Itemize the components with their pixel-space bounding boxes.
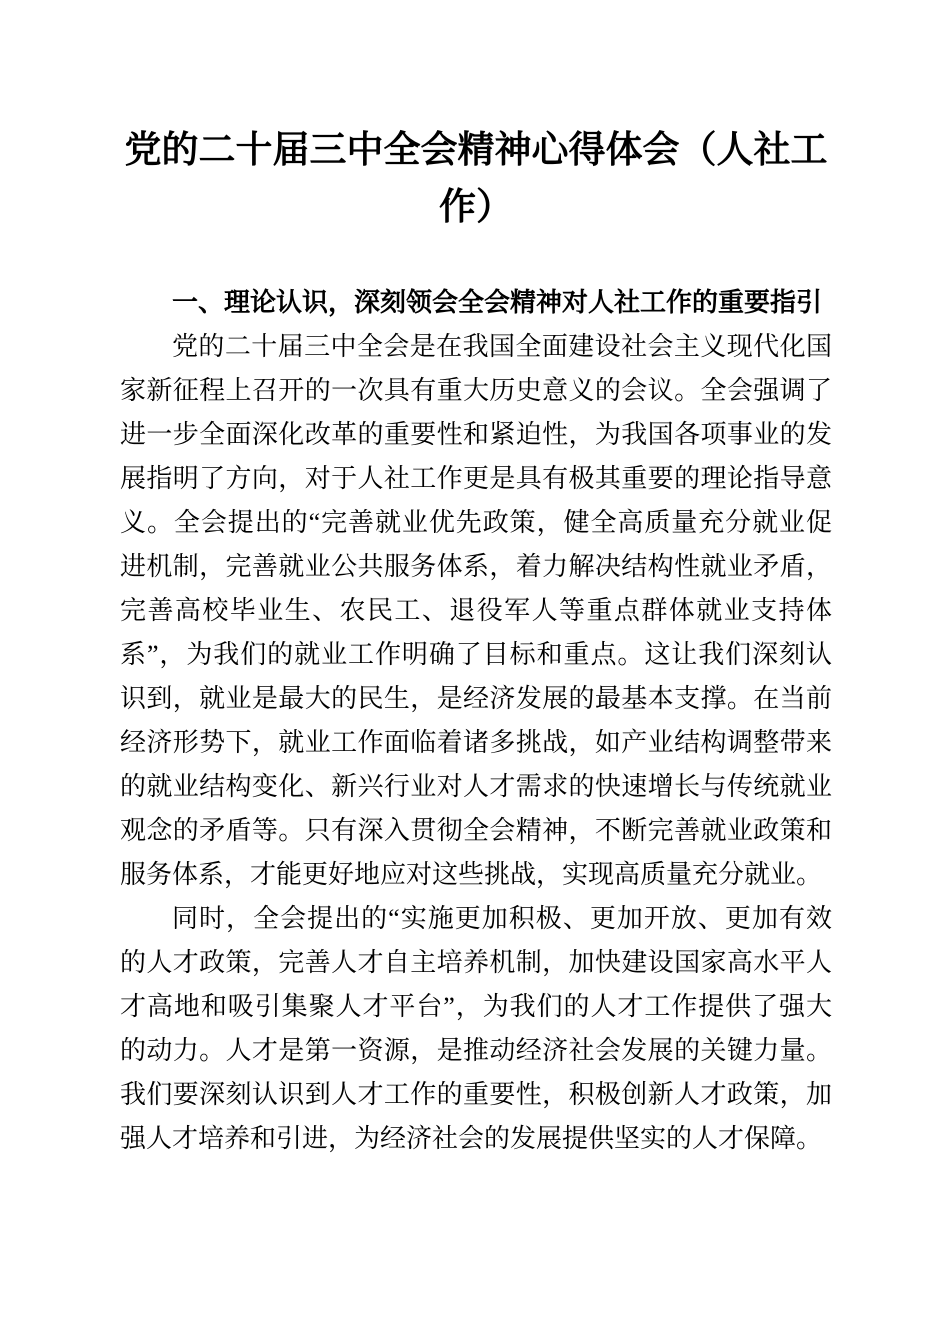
paragraph: 党的二十届三中全会是在我国全面建设社会主义现代化国家新征程上召开的一次具有重大历史意义的会议。全会强调了进一步全面深化改革的重要性和紧迫性，为我国各项事业的发展指明了方向，对于人社工作更是具有极其重要的理论指导意义。全会提出的“完善就业优先政策，健全高质量充分就业促进机制，完善就业公共服务体系，着力解决结构性就业矛盾，完善高校毕业生、农民工、退役军人等重点群体就业支持体系”，为我们的就业工作明确了目标和重点。这让我们深刻认识到，就业是最大的民生，是经济发展的最基本支撑。在当前经济形势下，就业工作面临着诸多挑战，如产业结构调整带来的就业结构变化、新兴行业对人才需求的快速增长与传统就业观念的矛盾等。只有深入贯彻全会精神，不断完善就业政策和服务体系，才能更好地应对这些挑战，实现高质量充分就业。 (120, 332, 832, 889)
document-title: 党的二十届三中全会精神心得体会（人社工作） (124, 130, 828, 228)
paragraph: 同时，全会提出的“实施更加积极、更加开放、更加有效的人才政策，完善人才自主培养机制，加快建设国家高水平人才高地和吸引集聚人才平台”，为我们的人才工作提供了强大的动力。人才是第一资源，是推动经济社会发展的关键力量。我们要深刻认识到人才工作的重要性，积极创新人才政策，加强人才培养和引进，为经济社会的发展提供坚实的人才保障。 (120, 904, 832, 1153)
section-heading: 一、理论认识，深刻领会全会精神对人社工作的重要指引 (172, 287, 823, 317)
